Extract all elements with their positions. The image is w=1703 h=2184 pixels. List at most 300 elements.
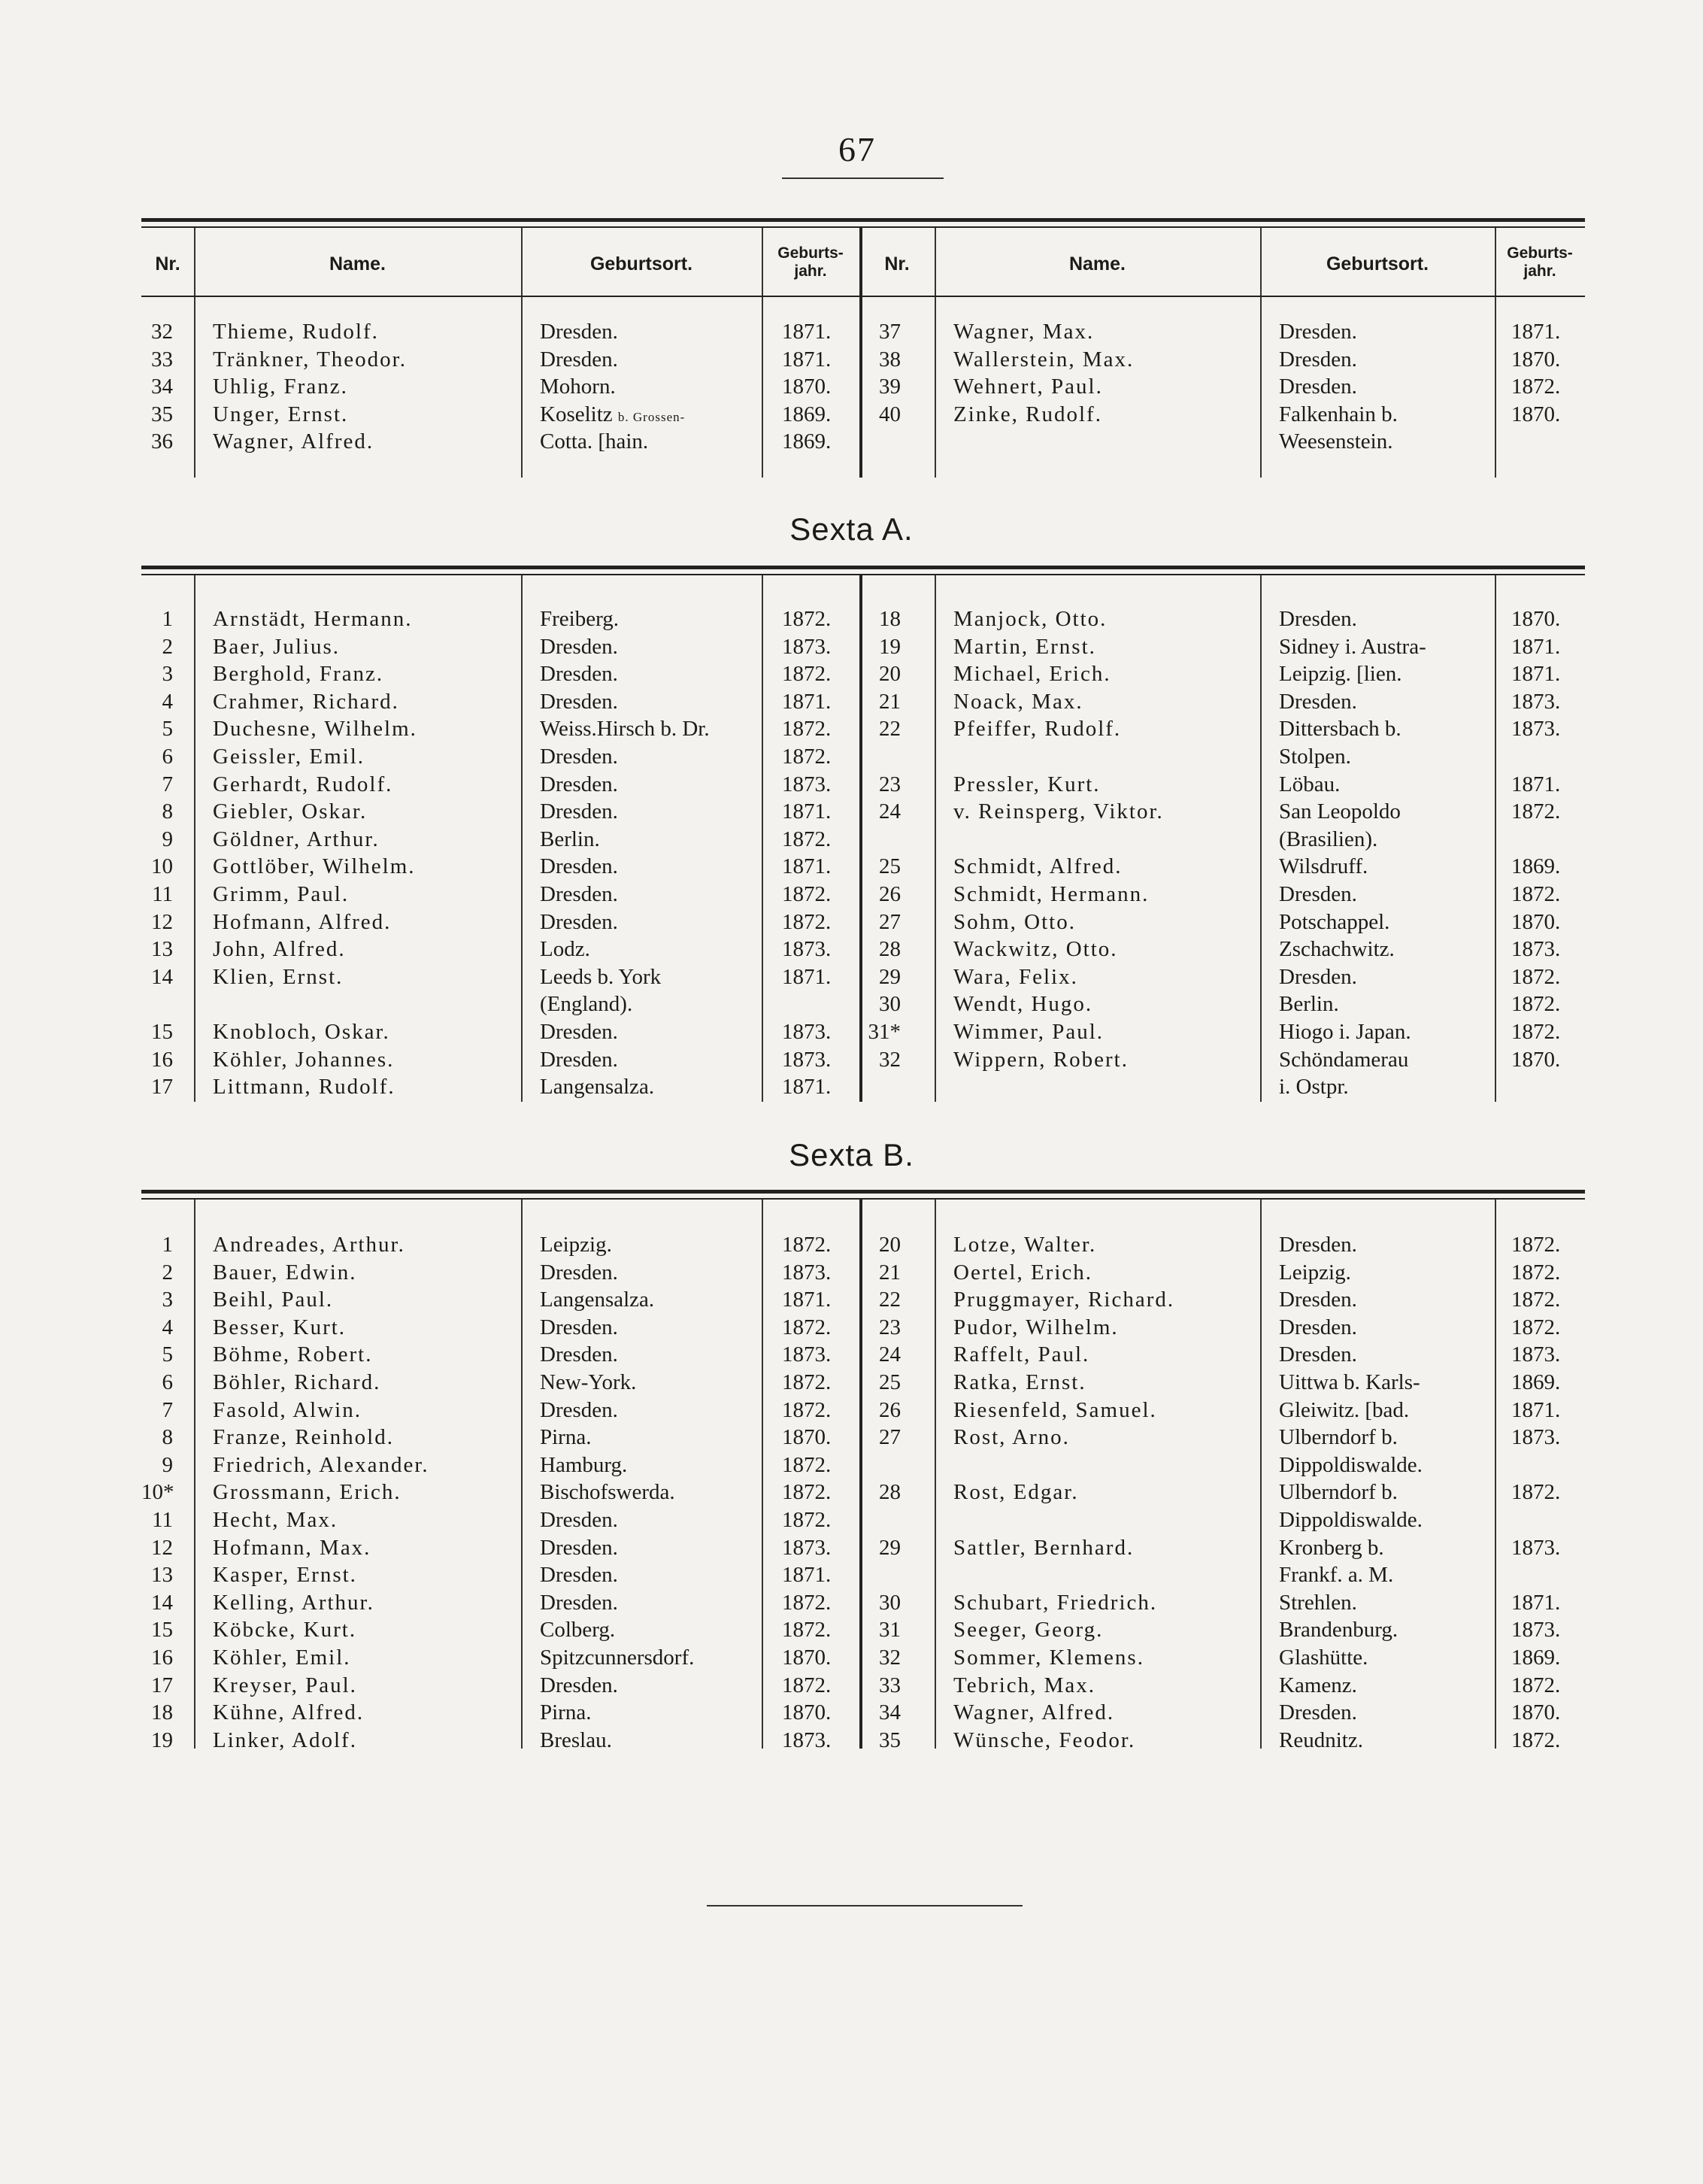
cell-birthplace-right: Kamenz. xyxy=(1279,1673,1357,1697)
cell-year-right: 1873. xyxy=(1511,689,1561,714)
cell-year: 1873. xyxy=(782,1727,832,1752)
cell-name-right: Pfeiffer, Rudolf. xyxy=(953,717,1122,742)
cell-year-right: 1872. xyxy=(1511,1288,1561,1312)
cell-nr: 12 xyxy=(151,1535,173,1560)
header-nr: Nr. xyxy=(155,253,180,275)
cell-year: 1869. xyxy=(782,402,832,426)
cell-name: Baer, Julius. xyxy=(213,634,341,659)
cell-birthplace-right: Brandenburg. xyxy=(1279,1618,1398,1643)
cell-birthplace-right: Dresden. xyxy=(1279,689,1357,714)
cell-nr: 4 xyxy=(162,689,173,714)
cell-name-right: Ratka, Ernst. xyxy=(953,1370,1086,1394)
cell-birthplace: Leeds b. York xyxy=(540,964,662,989)
cell-name-right: Wünsche, Feodor. xyxy=(953,1727,1136,1752)
cell-year: 1871. xyxy=(782,1288,832,1312)
table-row xyxy=(141,1506,1585,1533)
cell-nr-right: 30 xyxy=(879,1590,901,1615)
cell-year: 1873. xyxy=(782,772,832,796)
cell-nr: 15 xyxy=(151,1020,173,1044)
cell-name-right: Oertel, Erich. xyxy=(953,1260,1093,1285)
table-row xyxy=(141,1727,1585,1754)
page-number-rule xyxy=(782,177,944,179)
cell-nr: 16 xyxy=(151,1047,173,1072)
double-rule xyxy=(141,218,1585,228)
cell-name-right: Rost, Arno. xyxy=(953,1425,1070,1450)
cell-year: 1869. xyxy=(782,429,832,454)
cell-birthplace: Langensalza. xyxy=(540,1288,655,1312)
cell-nr: 4 xyxy=(162,1315,173,1339)
cell-birthplace-right: Dippoldiswalde. xyxy=(1279,1508,1423,1532)
cell-nr-right: 22 xyxy=(879,717,901,742)
cell-year-right: 1870. xyxy=(1511,402,1561,426)
cell-nr: 2 xyxy=(162,1260,173,1285)
table-row xyxy=(141,1073,1585,1100)
cell-nr: 5 xyxy=(162,1342,173,1367)
cell-nr: 36 xyxy=(151,429,173,454)
cell-name-right: Wendt, Hugo. xyxy=(953,992,1093,1017)
cell-nr-right: 37 xyxy=(879,320,901,344)
cell-birthplace: Dresden. xyxy=(540,772,618,796)
table-row xyxy=(141,853,1585,880)
cell-name-right: Zinke, Rudolf. xyxy=(953,402,1102,426)
header-ort: Geburtsort. xyxy=(589,253,693,275)
cell-name: Berghold, Franz. xyxy=(213,662,384,687)
cell-year-right: 1870. xyxy=(1511,607,1561,631)
table-row xyxy=(141,1451,1585,1479)
cell-birthplace-right: Schöndamerau xyxy=(1279,1047,1409,1072)
cell-name: Böhme, Robert. xyxy=(213,1342,373,1367)
cell-nr: 15 xyxy=(151,1618,173,1643)
table-row xyxy=(141,401,1585,428)
cell-nr: 11 xyxy=(152,1508,173,1532)
cell-name-right: Wippern, Robert. xyxy=(953,1047,1129,1072)
table-row xyxy=(141,1369,1585,1396)
cell-birthplace: Dresden. xyxy=(540,1342,618,1367)
table-row xyxy=(141,1479,1585,1506)
cell-year-right: 1871. xyxy=(1511,1590,1561,1615)
cell-year-right: 1871. xyxy=(1511,772,1561,796)
table-row xyxy=(141,1561,1585,1588)
cell-name: Geissler, Emil. xyxy=(213,745,365,769)
cell-birthplace: Dresden. xyxy=(540,799,618,824)
cell-birthplace: Koselitz b. Grossen- xyxy=(540,402,686,426)
table-row xyxy=(141,1259,1585,1286)
cell-nr-right: 28 xyxy=(879,937,901,962)
header-nr-right: Nr. xyxy=(884,253,910,275)
cell-name-right: Noack, Max. xyxy=(953,689,1083,714)
cell-year: 1871. xyxy=(782,964,832,989)
table-row xyxy=(141,963,1585,990)
cell-birthplace: Dresden. xyxy=(540,1397,618,1422)
cell-year: 1872. xyxy=(782,1508,832,1532)
cell-year: 1872. xyxy=(782,1452,832,1477)
header-name-right: Name. xyxy=(1068,253,1126,275)
table-row xyxy=(141,660,1585,687)
sexta-b-table xyxy=(141,1190,1585,1752)
cell-birthplace-right: Dresden. xyxy=(1279,320,1357,344)
cell-birthplace: Dresden. xyxy=(540,1508,618,1532)
cell-birthplace-right: Leipzig. xyxy=(1279,1260,1351,1285)
table-row xyxy=(141,1644,1585,1671)
cell-name: Kreyser, Paul. xyxy=(213,1673,357,1697)
cell-birthplace: Lodz. xyxy=(540,937,590,962)
cell-nr: 19 xyxy=(151,1727,173,1752)
table-row xyxy=(141,428,1585,455)
cell-nr-right: 20 xyxy=(879,1233,901,1257)
cell-year: 1871. xyxy=(782,320,832,344)
cell-name-right: Sommer, Klemens. xyxy=(953,1646,1144,1670)
page-number: 67 xyxy=(838,130,876,168)
cell-year: 1872. xyxy=(782,662,832,687)
cell-birthplace: Dresden. xyxy=(540,854,618,879)
cell-name: Fasold, Alwin. xyxy=(213,1397,362,1422)
cell-birthplace: Dresden. xyxy=(540,1260,618,1285)
cell-name: Friedrich, Alexander. xyxy=(213,1452,429,1477)
cell-birthplace-right: Berlin. xyxy=(1279,992,1339,1017)
cell-birthplace-right: Falkenhain b. xyxy=(1279,402,1398,426)
cell-birthplace: Leipzig. xyxy=(540,1233,612,1257)
cell-year: 1872. xyxy=(782,1480,832,1505)
cell-name-right: Martin, Ernst. xyxy=(953,634,1096,659)
cell-birthplace: Dresden. xyxy=(540,1673,618,1697)
cell-name-right: Wagner, Max. xyxy=(953,320,1095,344)
cell-birthplace-right: (Brasilien). xyxy=(1279,827,1378,851)
cell-birthplace: Pirna. xyxy=(540,1425,592,1450)
cell-year: 1872. xyxy=(782,1370,832,1394)
cell-birthplace: Dresden. xyxy=(540,1020,618,1044)
cell-nr-right: 29 xyxy=(879,1535,901,1560)
cell-year: 1872. xyxy=(782,1673,832,1697)
cell-birthplace-right: Löbau. xyxy=(1279,772,1341,796)
cell-nr-right: 18 xyxy=(879,607,901,631)
cell-nr-right: 27 xyxy=(879,909,901,934)
table-row xyxy=(141,990,1585,1018)
cell-birthplace: Dresden. xyxy=(540,320,618,344)
table-row xyxy=(141,373,1585,400)
cell-nr-right: 23 xyxy=(879,1315,901,1339)
cell-nr: 5 xyxy=(162,717,173,742)
cell-name: Besser, Kurt. xyxy=(213,1315,347,1339)
cell-nr-right: 31 xyxy=(879,1618,901,1643)
cell-name: Grimm, Paul. xyxy=(213,882,350,906)
table-row xyxy=(141,1616,1585,1643)
cell-year: 1870. xyxy=(782,1425,832,1450)
cell-name: Hecht, Max. xyxy=(213,1508,338,1532)
cell-name-right: Pressler, Kurt. xyxy=(953,772,1101,796)
cell-birthplace-right: Zschachwitz. xyxy=(1279,937,1395,962)
cell-name: Uhlig, Franz. xyxy=(213,375,348,399)
cell-birthplace: Dresden. xyxy=(540,662,618,687)
cell-name-right: Pruggmayer, Richard. xyxy=(953,1288,1175,1312)
cell-birthplace: Dresden. xyxy=(540,689,618,714)
table-row xyxy=(141,318,1585,345)
cell-name-right: Riesenfeld, Samuel. xyxy=(953,1397,1157,1422)
cell-year: 1871. xyxy=(782,1075,832,1100)
cell-nr-right: 23 xyxy=(879,772,901,796)
cell-birthplace-right: Dittersbach b. xyxy=(1279,717,1401,742)
cell-name: Linker, Adolf. xyxy=(213,1727,357,1752)
table-row xyxy=(141,1397,1585,1424)
table-row xyxy=(141,1699,1585,1726)
cell-nr: 1 xyxy=(162,607,173,631)
cell-birthplace-right: Ulberndorf b. xyxy=(1279,1480,1398,1505)
header-ort-right: Geburtsort. xyxy=(1326,253,1429,275)
continued-table xyxy=(141,218,1585,478)
cell-birthplace: Dresden. xyxy=(540,347,618,372)
cell-birthplace: Weiss.Hirsch b. Dr. xyxy=(540,717,710,742)
cell-name: Franze, Reinhold. xyxy=(213,1425,394,1450)
table-row xyxy=(141,771,1585,798)
cell-year-right: 1872. xyxy=(1511,1727,1561,1752)
cell-year-right: 1871. xyxy=(1511,634,1561,659)
cell-name: Bauer, Edwin. xyxy=(213,1260,357,1285)
cell-birthplace-right: Kronberg b. xyxy=(1279,1535,1384,1560)
cell-birthplace: Breslau. xyxy=(540,1727,612,1752)
cell-nr-right: 21 xyxy=(879,1260,901,1285)
cell-year-right: 1872. xyxy=(1511,1260,1561,1285)
cell-nr: 7 xyxy=(162,1397,173,1422)
cell-nr-right: 35 xyxy=(879,1727,901,1752)
cell-year: 1873. xyxy=(782,937,832,962)
cell-birthplace: Dresden. xyxy=(540,882,618,906)
cell-birthplace: Colberg. xyxy=(540,1618,616,1643)
cell-nr-right: 38 xyxy=(879,347,901,372)
cell-birthplace-right: Uittwa b. Karls- xyxy=(1279,1370,1420,1394)
cell-name: Wagner, Alfred. xyxy=(213,429,374,454)
cell-birthplace-right: Dresden. xyxy=(1279,1233,1357,1257)
cell-birthplace: (England). xyxy=(540,992,633,1017)
cell-year: 1873. xyxy=(782,1535,832,1560)
cell-nr-right: 25 xyxy=(879,1370,901,1394)
cell-name: John, Alfred. xyxy=(213,937,346,962)
cell-name: Littmann, Rudolf. xyxy=(213,1075,395,1100)
cell-birthplace: Dresden. xyxy=(540,909,618,934)
cell-nr-right: 20 xyxy=(879,662,901,687)
cell-nr: 33 xyxy=(151,347,173,372)
cell-birthplace-right: Strehlen. xyxy=(1279,1590,1357,1615)
cell-nr: 32 xyxy=(151,320,173,344)
cell-name: Grossmann, Erich. xyxy=(213,1480,402,1505)
cell-year-right: 1873. xyxy=(1511,1425,1561,1450)
cell-birthplace-right: Reudnitz. xyxy=(1279,1727,1363,1752)
cell-year-right: 1873. xyxy=(1511,1535,1561,1560)
cell-year-right: 1872. xyxy=(1511,1315,1561,1339)
table-row xyxy=(141,1286,1585,1313)
cell-birthplace-right: Dresden. xyxy=(1279,1315,1357,1339)
cell-birthplace: Dresden. xyxy=(540,1047,618,1072)
cell-name: Giebler, Oskar. xyxy=(213,799,368,824)
cell-nr: 12 xyxy=(151,909,173,934)
cell-name-right: Wara, Felix. xyxy=(953,964,1078,989)
table-row xyxy=(141,715,1585,742)
cell-nr: 6 xyxy=(162,745,173,769)
cell-name: Beihl, Paul. xyxy=(213,1288,334,1312)
cell-year-right: 1872. xyxy=(1511,799,1561,824)
table-row xyxy=(141,908,1585,936)
cell-birthplace-right: Ulberndorf b. xyxy=(1279,1425,1398,1450)
cell-birthplace-right: Potschappel. xyxy=(1279,909,1390,934)
cell-year: 1870. xyxy=(782,1700,832,1725)
cell-year-right: 1870. xyxy=(1511,347,1561,372)
cell-year-right: 1873. xyxy=(1511,1342,1561,1367)
cell-name: Kelling, Arthur. xyxy=(213,1590,374,1615)
cell-birthplace: Bischofswerda. xyxy=(540,1480,675,1505)
cell-birthplace-right: Glashütte. xyxy=(1279,1646,1368,1670)
cell-nr-right: 21 xyxy=(879,689,901,714)
cell-name-right: Wackwitz, Otto. xyxy=(953,937,1118,962)
cell-birthplace-right: Wilsdruff. xyxy=(1279,854,1368,879)
cell-year: 1872. xyxy=(782,1233,832,1257)
cell-year: 1873. xyxy=(782,1260,832,1285)
cell-nr-right: 27 xyxy=(879,1425,901,1450)
cell-name: Klien, Ernst. xyxy=(213,964,344,989)
cell-year: 1870. xyxy=(782,375,832,399)
cell-birthplace-right: Dresden. xyxy=(1279,964,1357,989)
cell-birthplace: Dresden. xyxy=(540,1315,618,1339)
cell-nr: 10* xyxy=(141,1480,174,1505)
cell-birthplace-right: i. Ostpr. xyxy=(1279,1075,1349,1100)
cell-name-right: Seeger, Georg. xyxy=(953,1618,1104,1643)
cell-year-right: 1872. xyxy=(1511,882,1561,906)
cell-birthplace: Mohorn. xyxy=(540,375,616,399)
cell-year-right: 1872. xyxy=(1511,1673,1561,1697)
cell-nr-right: 29 xyxy=(879,964,901,989)
cell-birthplace-right: Dresden. xyxy=(1279,1700,1357,1725)
cell-nr-right: 33 xyxy=(879,1673,901,1697)
cell-year: 1873. xyxy=(782,1342,832,1367)
cell-nr-right: 32 xyxy=(879,1646,901,1670)
table-row xyxy=(141,633,1585,660)
cell-nr: 2 xyxy=(162,634,173,659)
cell-nr: 34 xyxy=(151,375,173,399)
cell-nr-right: 24 xyxy=(879,1342,901,1367)
cell-nr-right: 32 xyxy=(879,1047,901,1072)
cell-year: 1871. xyxy=(782,1563,832,1588)
cell-nr: 9 xyxy=(162,827,173,851)
cell-name: Böhler, Richard. xyxy=(213,1370,381,1394)
cell-birthplace-right: Hiogo i. Japan. xyxy=(1279,1020,1411,1044)
cell-birthplace-right: Dresden. xyxy=(1279,375,1357,399)
cell-year: 1872. xyxy=(782,745,832,769)
table-row xyxy=(141,826,1585,853)
cell-nr: 16 xyxy=(151,1646,173,1670)
table-header xyxy=(141,228,1585,296)
cell-name: Crahmer, Richard. xyxy=(213,689,399,714)
cell-nr-right: 24 xyxy=(879,799,901,824)
table-row xyxy=(141,688,1585,715)
table-row xyxy=(141,1424,1585,1451)
cell-name: Hofmann, Alfred. xyxy=(213,909,392,934)
cell-name: Göldner, Arthur. xyxy=(213,827,380,851)
cell-year: 1871. xyxy=(782,689,832,714)
section-title-sexta-b: Sexta B. xyxy=(789,1137,914,1172)
cell-nr: 11 xyxy=(152,882,173,906)
cell-name-right: Wehnert, Paul. xyxy=(953,375,1103,399)
cell-name-right: Pudor, Wilhelm. xyxy=(953,1315,1119,1339)
cell-birthplace-right: Dresden. xyxy=(1279,1342,1357,1367)
cell-birthplace: Freiberg. xyxy=(540,607,619,631)
cell-year: 1872. xyxy=(782,717,832,742)
cell-nr-right: 40 xyxy=(879,402,901,426)
cell-year: 1872. xyxy=(782,882,832,906)
cell-year-right: 1871. xyxy=(1511,1397,1561,1422)
cell-birthplace-right: Dresden. xyxy=(1279,347,1357,372)
cell-name-right: Tebrich, Max. xyxy=(953,1673,1096,1697)
cell-name: Kühne, Alfred. xyxy=(213,1700,365,1725)
cell-birthplace-right: Gleiwitz. [bad. xyxy=(1279,1397,1410,1422)
cell-name: Andreades, Arthur. xyxy=(213,1233,405,1257)
cell-nr-right: 25 xyxy=(879,854,901,879)
table-row xyxy=(141,1672,1585,1699)
cell-name-right: Rost, Edgar. xyxy=(953,1480,1079,1505)
cell-birthplace-right: Weesenstein. xyxy=(1279,429,1393,454)
cell-year: 1873. xyxy=(782,1020,832,1044)
cell-nr: 9 xyxy=(162,1452,173,1477)
cell-birthplace-right: Stolpen. xyxy=(1279,745,1351,769)
cell-year: 1871. xyxy=(782,347,832,372)
table-row xyxy=(141,1341,1585,1368)
cell-year-right: 1872. xyxy=(1511,1233,1561,1257)
table-row xyxy=(141,1018,1585,1045)
cell-nr: 13 xyxy=(151,1563,173,1588)
cell-name: Gottlöber, Wilhelm. xyxy=(213,854,416,879)
table-row xyxy=(141,1046,1585,1073)
cell-name-right: Schmidt, Alfred. xyxy=(953,854,1123,879)
cell-birthplace-right: San Leopoldo xyxy=(1279,799,1401,824)
cell-name: Kasper, Ernst. xyxy=(213,1563,357,1588)
cell-birthplace: Pirna. xyxy=(540,1700,592,1725)
table-row xyxy=(141,881,1585,908)
cell-nr: 13 xyxy=(151,937,173,962)
cell-nr: 14 xyxy=(151,964,173,989)
cell-birthplace-right: Leipzig. [lien. xyxy=(1279,662,1402,687)
table-row xyxy=(141,743,1585,770)
cell-year: 1872. xyxy=(782,827,832,851)
bottom-rule xyxy=(707,1905,1023,1906)
table-row xyxy=(141,798,1585,825)
cell-year: 1873. xyxy=(782,1047,832,1072)
cell-birthplace-right: Dresden. xyxy=(1279,882,1357,906)
cell-year: 1871. xyxy=(782,799,832,824)
cell-birthplace-right: Sidney i. Austra- xyxy=(1279,634,1426,659)
table-row xyxy=(141,605,1585,632)
double-rule xyxy=(141,1190,1585,1200)
cell-year: 1872. xyxy=(782,607,832,631)
cell-nr: 8 xyxy=(162,1425,173,1450)
cell-nr: 8 xyxy=(162,799,173,824)
header-jahr-right: Geburts- jahr. xyxy=(1507,244,1573,280)
cell-name: Köhler, Emil. xyxy=(213,1646,351,1670)
cell-name-right: Lotze, Walter. xyxy=(953,1233,1097,1257)
table-row xyxy=(141,1589,1585,1616)
cell-name: Thieme, Rudolf. xyxy=(213,320,379,344)
cell-name-right: Schmidt, Hermann. xyxy=(953,882,1150,906)
cell-name-right: Wagner, Alfred. xyxy=(953,1700,1115,1725)
cell-birthplace-right: Dippoldiswalde. xyxy=(1279,1452,1423,1477)
header-jahr: Geburts- jahr. xyxy=(777,244,844,280)
cell-birthplace: Cotta. [hain. xyxy=(540,429,649,454)
cell-nr: 3 xyxy=(162,1288,173,1312)
cell-year: 1872. xyxy=(782,1397,832,1422)
cell-nr: 17 xyxy=(151,1075,173,1100)
cell-year: 1872. xyxy=(782,1315,832,1339)
cell-year-right: 1872. xyxy=(1511,1020,1561,1044)
cell-year-right: 1872. xyxy=(1511,375,1561,399)
cell-nr: 1 xyxy=(162,1233,173,1257)
cell-year-right: 1869. xyxy=(1511,1370,1561,1394)
cell-year-right: 1871. xyxy=(1511,320,1561,344)
cell-nr: 14 xyxy=(151,1590,173,1615)
